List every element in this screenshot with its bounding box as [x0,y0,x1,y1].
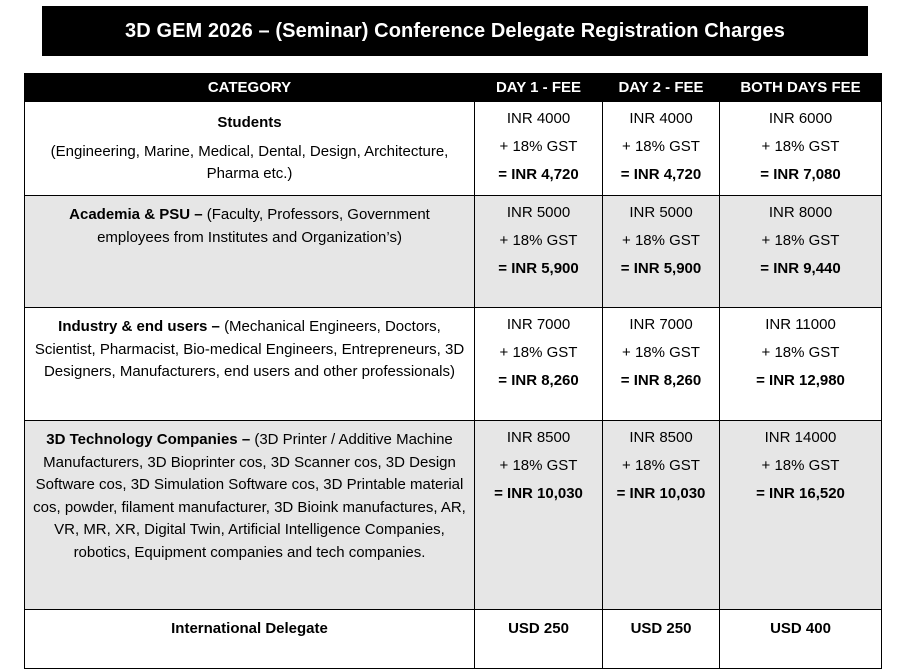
both-days-fee-cell [720,196,882,308]
day1-fee-cell: USD 250 [475,610,603,669]
category-name: 3D Technology Companies – [46,431,251,448]
day2-fee-cell [603,196,720,308]
day1-fee-cell [475,421,603,610]
header-category: CATEGORY [25,73,475,102]
fee-gst: + 18% GST [622,232,700,249]
fee-total: = INR 4,720 [620,166,702,183]
fee-base: INR 14000 [764,429,837,446]
both-days-fee-cell: USD 400 [720,610,882,669]
category-description: (3D Printer / Additive Machine Manufacturers, 3D Bioprinter cos, 3D Scanner cos, 3D Design Software cos, 3D Simulation Software cos, 3D Printable material cos, powder, filament manufacturer, 3D Bioink manufactures, AR, VR, MR, XR, Digital Twin, Artificial Intelligence Companies, robotics, Equipment companies and tech companies. [33,431,466,561]
day1-fee-cell [475,308,603,421]
table-row-3d-technology-companies [25,421,882,610]
table-row-academia [25,196,882,308]
registration-fees-table [24,73,882,669]
fee-gst: + 18% GST [622,457,700,474]
day1-fee-cell [475,102,603,196]
table-row-industry [25,308,882,421]
fee-gst: + 18% GST [499,457,578,474]
fee-base: INR 8500 [629,429,693,446]
fee-gst: + 18% GST [761,138,840,155]
day2-fee-cell [603,308,720,421]
fee-gst: + 18% GST [622,344,700,361]
both-days-fee-cell [720,308,882,421]
fee-total: = INR 16,520 [756,485,845,502]
category-cell [25,308,475,421]
fee-base: INR 4000 [506,110,571,127]
category-description: (Mechanical Engineers, Doctors, Scientist, Pharmacist, Bio-medical Engineers, Entrepreneurs, 3D Designers, Manufacturers, end users and other professionals) [34,318,465,380]
fee-total: = INR 4,720 [498,166,579,183]
fee-total: = INR 7,080 [760,166,841,183]
fee-gst: + 18% GST [622,138,700,155]
category-name: Industry & end users – [58,318,220,335]
day2-fee-cell [603,102,720,196]
category-description: (Engineering, Marine, Medical, Dental, Design, Architecture, Pharma etc.) [50,142,449,182]
category-cell [25,102,475,196]
category-name: Students [217,114,282,131]
fee-base: INR 8000 [768,204,833,221]
table-row-students [25,102,882,196]
day2-fee-cell [603,421,720,610]
fee-total: = INR 8,260 [498,372,579,389]
fee-total: = INR 5,900 [620,260,702,277]
category-cell [25,421,475,610]
day2-fee-cell: USD 250 [603,610,720,669]
fee-total: = INR 10,030 [494,485,583,502]
both-days-fee-cell [720,102,882,196]
category-description: (Faculty, Professors, Government employees from Institutes and Organization’s) [97,206,430,246]
header-day1-fee: DAY 1 - FEE [475,73,603,102]
fee-total: = INR 10,030 [616,485,706,502]
page-title: 3D GEM 2026 – (Seminar) Conference Delegate Registration Charges [42,6,868,56]
fee-base: INR 7000 [629,316,693,333]
fee-gst: + 18% GST [499,344,578,361]
fee-base: INR 11000 [765,316,836,333]
fee-total: = INR 9,440 [760,260,841,277]
table-header-row [25,73,882,102]
fee-base: INR 7000 [506,316,571,333]
fee-total: = INR 5,900 [498,260,579,277]
category-name: Academia & PSU – [69,206,203,223]
fee-gst: + 18% GST [761,344,840,361]
fee-base: INR 5000 [506,204,571,221]
table-row-international-delegate [25,610,882,669]
category-name: International Delegate [25,610,475,669]
fee-base: INR 8500 [506,429,571,446]
fee-total: = INR 8,260 [620,372,702,389]
fee-gst: + 18% GST [761,232,840,249]
fee-total: = INR 12,980 [756,372,845,389]
day1-fee-cell [475,196,603,308]
fee-gst: + 18% GST [499,232,578,249]
fee-base: INR 6000 [768,110,833,127]
header-both-days-fee: BOTH DAYS FEE [720,73,882,102]
fee-base: INR 4000 [629,110,693,127]
fee-base: INR 5000 [629,204,693,221]
fee-gst: + 18% GST [761,457,840,474]
header-day2-fee: DAY 2 - FEE [603,73,720,102]
both-days-fee-cell [720,421,882,610]
category-cell [25,196,475,308]
fee-gst: + 18% GST [499,138,578,155]
